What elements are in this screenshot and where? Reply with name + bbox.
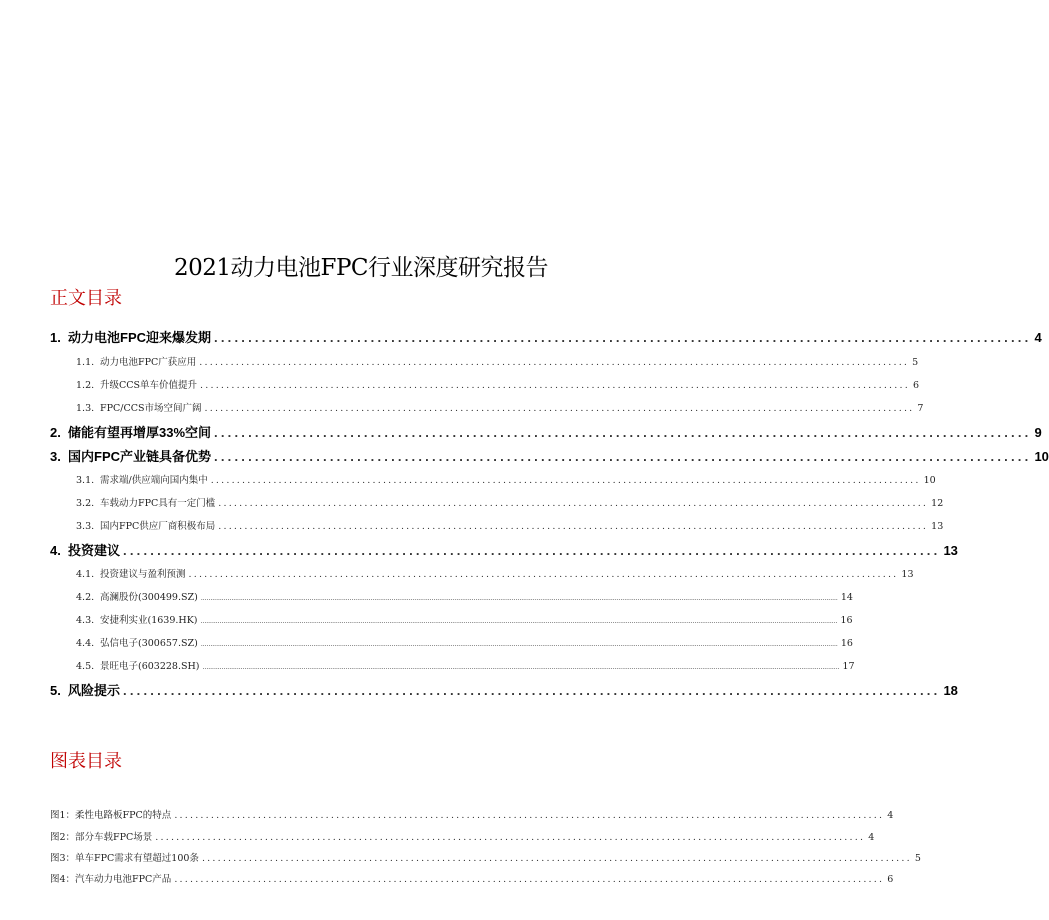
- toc-entry-number: 4.3.: [76, 615, 95, 626]
- toc-entry-page: 18: [943, 683, 958, 698]
- figure-entry-label: 图4：汽车动力电池FPC产品: [50, 874, 172, 885]
- figure-entry-page: 6: [887, 874, 894, 885]
- toc-leader: ........................................................................................................................: [123, 543, 941, 558]
- figure-entry-2[interactable]: [50, 829, 875, 845]
- figure-entry-3[interactable]: [50, 850, 921, 866]
- toc-entry-number: 3.3.: [76, 521, 95, 532]
- toc-entry-number: 1.: [50, 330, 61, 345]
- toc-entry-label: 国内FPC供应厂商积极布局: [100, 521, 216, 532]
- figure-entry-page: 4: [868, 832, 875, 843]
- toc-entry-label: 国内FPC产业链具备优势: [68, 449, 212, 464]
- toc-entry-page: 12: [931, 498, 944, 509]
- toc-entry-label: 储能有望再增厚33%空间: [68, 425, 212, 440]
- toc-entry-label: 动力电池FPC迎来爆发期: [68, 330, 212, 345]
- toc-entry-page: 14: [840, 592, 853, 603]
- toc-entry-3-3[interactable]: [76, 518, 944, 534]
- toc-entry-3[interactable]: [50, 446, 1049, 466]
- toc-entry-page: 6: [912, 380, 919, 391]
- toc-entry-label: 景旺电子(603228.SH): [100, 661, 200, 672]
- toc-leader: ........................................................................................................................: [214, 330, 1032, 345]
- toc-entry-3-2[interactable]: [76, 495, 944, 511]
- toc-entry-number: 3.1.: [76, 475, 95, 486]
- toc-leader: ........................................................................................................................................: [174, 874, 885, 885]
- figure-entry-page: 5: [914, 853, 921, 864]
- toc-entry-number: 4.1.: [76, 569, 95, 580]
- toc-leader: ........................................................................................................................................: [218, 498, 929, 509]
- toc-entry-4-2[interactable]: [76, 589, 853, 605]
- document-title: 2021动力电池FPC行业深度研究报告: [173, 255, 549, 281]
- toc-entry-number: 4.4.: [76, 638, 95, 649]
- toc-entry-4[interactable]: [50, 540, 958, 560]
- toc-entry-number: 2.: [50, 425, 61, 440]
- toc-entry-label: 投资建议: [68, 543, 121, 558]
- toc-entry-page: 7: [917, 403, 924, 414]
- toc-leader: ........................................................................................................................................: [174, 810, 885, 821]
- toc-entry-label: 投资建议与盈利预测: [100, 569, 186, 580]
- toc-entry-4-3[interactable]: [76, 612, 853, 628]
- toc-entry-1[interactable]: [50, 327, 1042, 347]
- toc-entry-number: 1.1.: [76, 357, 95, 368]
- toc-entry-3-1[interactable]: [76, 472, 936, 488]
- toc-leader: ........................................................................................................................................: [204, 403, 915, 414]
- toc-entry-page: 9: [1034, 425, 1042, 440]
- toc-leader: ........................................................................................................................................: [210, 475, 921, 486]
- figure-entry-1[interactable]: [50, 807, 894, 823]
- toc-leader: ........................................................................................................................................: [201, 853, 912, 864]
- toc-entry-page: 16: [840, 638, 853, 649]
- toc-entry-label: 弘信电子(300657.SZ): [100, 638, 198, 649]
- toc-leader: ........................................................................................................................: [214, 425, 1032, 440]
- toc-entry-2[interactable]: [50, 422, 1042, 442]
- toc-entry-4-5[interactable]: [76, 658, 855, 674]
- toc-heading: 正文目录: [50, 288, 122, 309]
- toc-leader: ........................................................................................................................: [123, 683, 941, 698]
- toc-entry-4-4[interactable]: [76, 635, 853, 651]
- figures-heading: 图表目录: [50, 751, 122, 772]
- figure-entry-4[interactable]: [50, 871, 894, 887]
- toc-leader: ..............................................................................................................................................................................................................................................................................................................................................: [200, 641, 838, 648]
- figure-entry-label: 图2：部分车载FPC场景: [50, 832, 153, 843]
- toc-entry-number: 5.: [50, 683, 61, 698]
- toc-leader: ........................................................................................................................................: [155, 832, 866, 843]
- toc-entry-5[interactable]: [50, 680, 958, 700]
- figure-entry-label: 图3：单车FPC需求有望超过100条: [50, 853, 199, 864]
- toc-entry-1-2[interactable]: [76, 377, 919, 393]
- toc-entry-number: 4.2.: [76, 592, 95, 603]
- toc-entry-page: 13: [931, 521, 944, 532]
- toc-entry-page: 16: [840, 615, 853, 626]
- toc-entry-label: 动力电池FPC广获应用: [100, 357, 197, 368]
- figure-entry-page: 4: [887, 810, 894, 821]
- toc-entry-label: 风险提示: [68, 683, 121, 698]
- toc-entry-page: 13: [943, 543, 958, 558]
- toc-leader: ........................................................................................................................................: [199, 357, 910, 368]
- toc-entry-page: 13: [901, 569, 914, 580]
- toc-leader: ........................................................................................................................: [214, 449, 1032, 464]
- toc-entry-page: 5: [912, 357, 919, 368]
- toc-entry-number: 3.2.: [76, 498, 95, 509]
- toc-entry-number: 4.: [50, 543, 61, 558]
- toc-entry-number: 1.2.: [76, 380, 95, 391]
- toc-entry-number: 4.5.: [76, 661, 95, 672]
- toc-leader: ........................................................................................................................................: [188, 569, 899, 580]
- toc-entry-label: 安捷利实业(1639.HK): [100, 615, 198, 626]
- toc-entry-page: 4: [1034, 330, 1042, 345]
- toc-leader: ..............................................................................................................................................................................................................................................................................................................................................: [202, 664, 840, 671]
- toc-entry-number: 3.: [50, 449, 61, 464]
- toc-entry-1-1[interactable]: [76, 354, 919, 370]
- toc-entry-1-3[interactable]: [76, 400, 924, 416]
- figure-entry-label: 图1：柔性电路板FPC的特点: [50, 810, 172, 821]
- toc-entry-label: 需求端/供应端向国内集中: [100, 475, 208, 486]
- toc-entry-label: 车载动力FPC具有一定门槛: [100, 498, 216, 509]
- toc-entry-4-1[interactable]: [76, 566, 914, 582]
- toc-entry-label: 升级CCS单车价值提升: [100, 380, 198, 391]
- toc-entry-number: 1.3.: [76, 403, 95, 414]
- toc-entry-label: 高澜股份(300499.SZ): [100, 592, 198, 603]
- toc-leader: ..............................................................................................................................................................................................................................................................................................................................................: [200, 618, 838, 625]
- toc-entry-page: 10: [923, 475, 936, 486]
- toc-entry-label: FPC/CCS市场空间广阔: [100, 403, 202, 414]
- toc-leader: ........................................................................................................................................: [200, 380, 910, 391]
- toc-leader: ........................................................................................................................................: [218, 521, 929, 532]
- toc-entry-page: 17: [842, 661, 855, 672]
- toc-leader: ..............................................................................................................................................................................................................................................................................................................................................: [200, 595, 838, 602]
- toc-entry-page: 10: [1034, 449, 1049, 464]
